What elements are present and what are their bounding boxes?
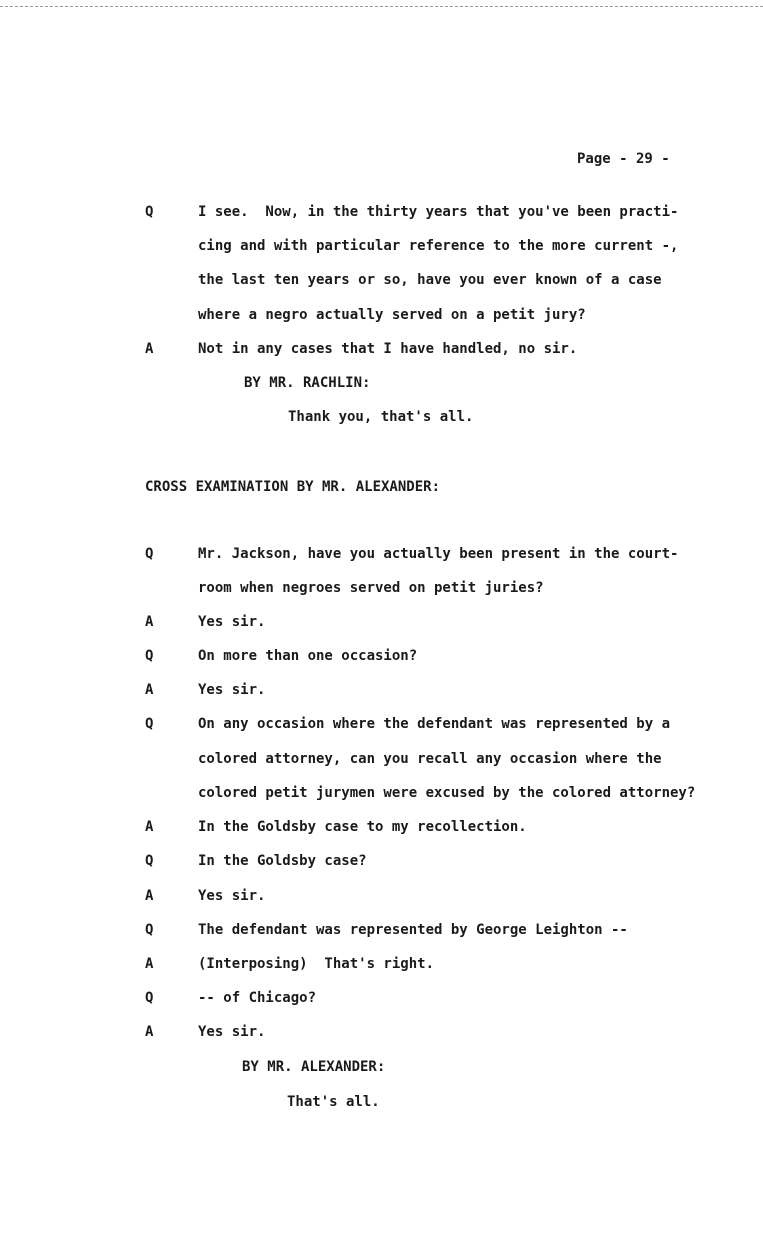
testimony-line: Not in any cases that I have handled, no sir.	[198, 341, 578, 357]
testimony-line: room when negroes served on petit juries?	[198, 580, 544, 596]
testimony-line: Mr. Jackson, have you actually been present in the court-	[198, 546, 679, 562]
testimony-line: (Interposing) That's right.	[198, 956, 435, 972]
speaker-label: A	[145, 341, 154, 357]
examiner-attribution: BY MR. ALEXANDER:	[242, 1059, 386, 1075]
speaker-label: A	[145, 819, 154, 835]
testimony-line: The defendant was represented by George Leighton --	[198, 922, 628, 938]
speaker-label: A	[145, 956, 154, 972]
testimony-line: I see. Now, in the thirty years that you've been practi-	[198, 204, 679, 220]
testimony-line: where a negro actually served on a petit jury?	[198, 307, 586, 323]
examiner-attribution: BY MR. RACHLIN:	[244, 375, 371, 391]
speaker-label: A	[145, 682, 154, 698]
testimony-line: Yes sir.	[198, 682, 266, 698]
closing-remark: That's all.	[287, 1094, 380, 1110]
testimony-line: In the Goldsby case to my recollection.	[198, 819, 527, 835]
section-heading: CROSS EXAMINATION BY MR. ALEXANDER:	[145, 479, 441, 495]
speaker-label: A	[145, 614, 154, 630]
speaker-label: Q	[145, 853, 154, 869]
speaker-label: Q	[145, 204, 154, 220]
speaker-label: A	[145, 1024, 154, 1040]
page-number: Page - 29 -	[577, 151, 670, 167]
testimony-line: colored attorney, can you recall any occasion where the	[198, 751, 662, 767]
testimony-line: On more than one occasion?	[198, 648, 418, 664]
page-top-edge	[0, 0, 763, 7]
speaker-label: A	[145, 888, 154, 904]
speaker-label: Q	[145, 922, 154, 938]
speaker-label: Q	[145, 546, 154, 562]
closing-remark: Thank you, that's all.	[288, 409, 474, 425]
testimony-line: colored petit jurymen were excused by the colored attorney?	[198, 785, 696, 801]
speaker-label: Q	[145, 990, 154, 1006]
testimony-line: cing and with particular reference to the more current -,	[198, 238, 679, 254]
testimony-line: -- of Chicago?	[198, 990, 317, 1006]
testimony-line: the last ten years or so, have you ever known of a case	[198, 272, 662, 288]
testimony-line: Yes sir.	[198, 888, 266, 904]
speaker-label: Q	[145, 648, 154, 664]
testimony-line: Yes sir.	[198, 1024, 266, 1040]
speaker-label: Q	[145, 716, 154, 732]
testimony-line: In the Goldsby case?	[198, 853, 367, 869]
testimony-line: Yes sir.	[198, 614, 266, 630]
testimony-line: On any occasion where the defendant was represented by a	[198, 716, 671, 732]
